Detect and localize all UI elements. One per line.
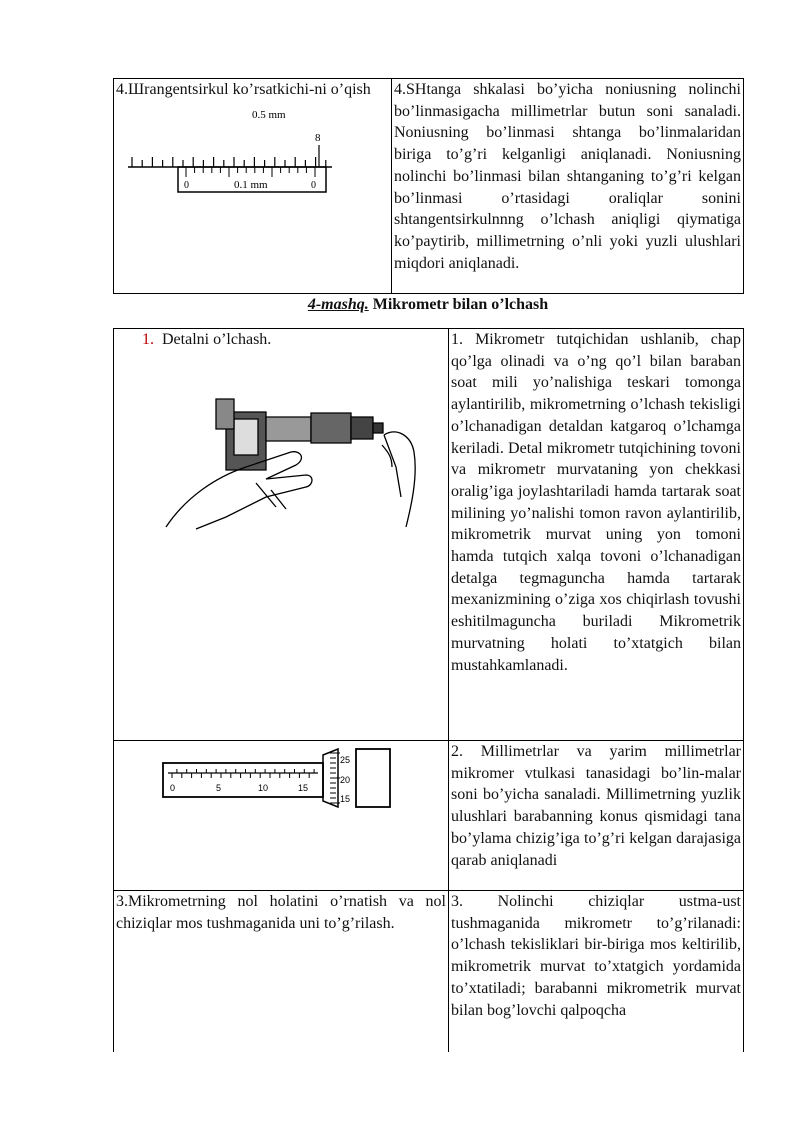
exercise-title: Mikrometr bilan o’lchash — [372, 296, 549, 313]
zero-setting-instructions: 3. Nolinchi chiziqlar ustma-ust tushmaganida mikrometr to’g’rilanadi: o’lchash tekisliklari bir-biriga mos keltirilib, mikrometrik murvat to’xtatgich yordamida to’xtatiladi; barabanni mikrometrik murvat bilan bog’lovchi qalpoqcha — [449, 891, 744, 1052]
main-scale-ticks — [132, 145, 326, 167]
vernier-zero-left: 0 — [184, 179, 189, 191]
step-title-row — [116, 329, 446, 351]
zero-setting-title: 3.Mikrometrning nol holatini o’rnatish va nol chiziqlar mos tushmaganida uni to’g’rilash. — [114, 891, 449, 1052]
thimble-number-20: 20 — [340, 775, 351, 785]
sleeve-number-5: 5 — [216, 783, 222, 793]
step-number: 1. — [142, 331, 154, 348]
scale-top-label: 0.5 mm — [252, 108, 286, 121]
micrometer-in-hands-illustration — [156, 357, 426, 532]
vernier-zero-right: 0 — [311, 179, 316, 191]
micrometer-table — [113, 328, 744, 1052]
thimble-number-25: 25 — [340, 755, 351, 765]
caliper-instructions: 4.SHtanga shkalasi bo’yicha noniusning nolinchi bo’linmasigacha millimetrlar butun soni sanaladi. Noniusning bo’linmasi shtanga bo’linmalaridan biriga to’g’ri kelganligi aniqlanadi. Noniusning nolinchi bo’linmasi bilan shtanganing to’g’ri kelgan bo’linmasi o’rtasidagi oraliqlar sonini shtangentsirkulnnng o’lchash aniqligi qiymatiga ko’paytirib, millimetrning o’nli yoki yuzli ulushlari miqdori aniqlanadi. — [392, 79, 744, 294]
caliper-table — [113, 78, 744, 294]
exercise-heading — [113, 296, 743, 314]
sleeve-number-10: 10 — [258, 783, 269, 793]
measuring-instructions: 1. Mikrometr tutqichidan ushlanib, chap qo’lga olinadi va o’ng qo’l bilan baraban soat mili yo’nalishiga teskari tomonga aylantirilib, mikrometrning o’lchash tekisligi o’lchanadigan detaldan katgaroq o’lchamga keriladi. Detal mikrometr tutqichining tovoni va mikrometr murvataning yon chekkasi oralig’iga joylashtariladi hamda tartarak soat milining yo’nalishi tomon ravon aylantirilib, mikrometrik murvat uning yon tomoni hamda tutqich xalqa tovoni o’lchanadigan detalga tegmaguncha hamda tartarak mexanizmining o’ziga xos chiqirlash tovushi eshitilmaguncha buriladi Mikrometrik murvatning holati to’xtatgich bilan mustahkamlanadi. — [449, 329, 744, 741]
sleeve-number-0: 0 — [170, 783, 176, 793]
exercise-number: 4-mashq. — [307, 296, 369, 313]
scale-mark-label: 8 — [315, 131, 321, 144]
micrometer-left-cell — [114, 329, 449, 741]
micrometer-scale-cell — [114, 741, 449, 891]
step-title: Detalni o’lchash. — [162, 331, 272, 348]
caliper-step-title: 4.Шrangentsirkul ko’rsatkichi-ni o’qish — [116, 81, 371, 98]
sleeve-number-15: 15 — [298, 783, 309, 793]
thimble-number-15: 15 — [340, 794, 351, 804]
vernier-step-label: 0.1 mm — [234, 178, 268, 191]
reading-instructions: 2. Millimetrlar va yarim millimetrlar mikromer vtulkasi tanasidagi bo’lin-malar soni bo’yicha sanaladi. Millimetrning yuzlik ulushlari barabanning konus qismidagi tana bo’ylama chizig’iga to’g’ri kelgan darajasiga qarab aniqlanadi — [449, 741, 744, 891]
vernier-scale-illustration — [122, 105, 332, 200]
micrometer-scale-illustration — [158, 745, 408, 811]
caliper-left-cell — [114, 79, 392, 294]
vernier-ticks — [186, 167, 315, 177]
